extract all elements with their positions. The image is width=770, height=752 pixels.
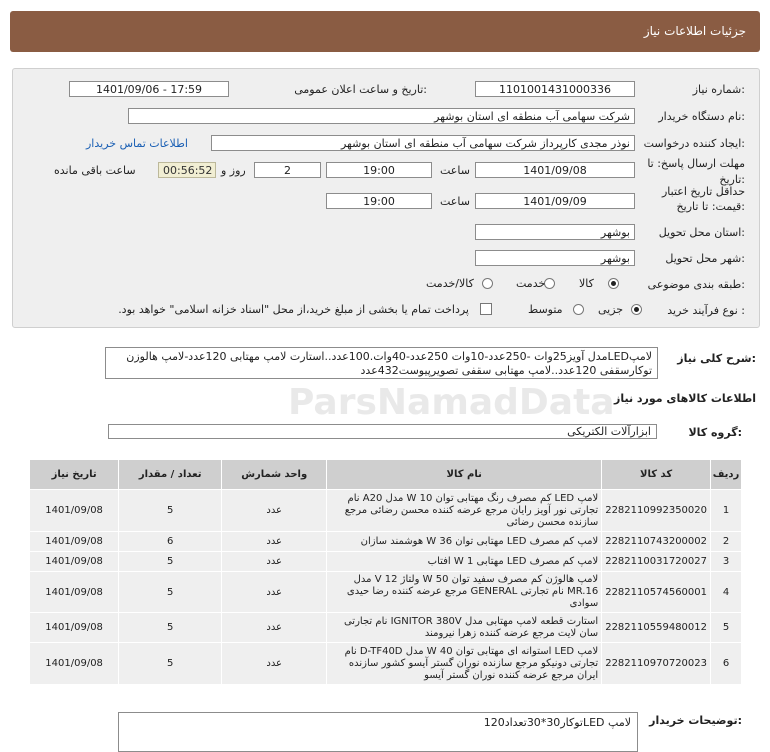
province-label: استان محل تحویل: xyxy=(658,226,745,239)
watermark: ParsNamadData xyxy=(288,382,615,423)
category-option-goods-service: کالا/خدمت xyxy=(426,277,474,290)
creator-label: ایجاد کننده درخواست: xyxy=(643,137,745,150)
table-row xyxy=(30,613,742,643)
goods-group-field: ابزارآلات الکتریکی xyxy=(108,424,657,439)
item-need-date: 1401/09/08 xyxy=(30,490,119,532)
days-field: 2 xyxy=(254,162,321,178)
process-option-medium: متوسط xyxy=(528,303,563,316)
item-quantity: 5 xyxy=(119,613,222,643)
category-radio-goods-service[interactable] xyxy=(482,278,493,289)
item-unit: عدد xyxy=(222,572,327,613)
item-code: 2282110992350020 xyxy=(602,490,711,532)
treasury-payment-checkbox[interactable] xyxy=(480,303,492,315)
item-name: لامپ کم مصرف LED مهتابی 1 W افتاب xyxy=(327,552,602,572)
item-quantity: 6 xyxy=(119,532,222,552)
need-number-field: 1101001431000336 xyxy=(475,81,635,97)
item-unit: عدد xyxy=(222,643,327,685)
item-unit: عدد xyxy=(222,532,327,552)
validity-time-label: ساعت xyxy=(440,195,470,208)
deadline-label: مهلت ارسال پاسخ: تا تاریخ: xyxy=(647,157,745,186)
city-label: شهر محل تحویل: xyxy=(665,252,745,265)
item-code: 2282110743200002 xyxy=(602,532,711,552)
process-radio-medium[interactable] xyxy=(573,304,584,315)
row-number: 5 xyxy=(711,613,742,643)
validity-label-1: حداقل تاریخ اعتبار xyxy=(661,185,745,198)
item-code: 2282110574560001 xyxy=(602,572,711,613)
item-quantity: 5 xyxy=(119,552,222,572)
buyer-notes-label: توضیحات خریدار: xyxy=(649,714,742,727)
need-number-label: شماره نیاز: xyxy=(692,83,745,96)
row-number: 3 xyxy=(711,552,742,572)
remaining-time-display: 00:56:52 xyxy=(158,162,216,178)
item-name: لامپ کم مصرف LED مهتابی توان 36 W هوشمند سازان xyxy=(327,532,602,552)
header-row-number: ردیف xyxy=(711,460,742,490)
process-label: نوع فرآیند خرید : xyxy=(667,304,745,317)
header-unit: واحد شمارش xyxy=(222,460,327,490)
item-need-date: 1401/09/08 xyxy=(30,572,119,613)
goods-table xyxy=(29,459,742,685)
process-radio-minor[interactable] xyxy=(631,304,642,315)
validity-date-field: 1401/09/09 xyxy=(475,193,635,209)
item-code: 2282110031720027 xyxy=(602,552,711,572)
row-number: 6 xyxy=(711,643,742,685)
buyer-notes-text: لامپ LEDتوکار30*30تعداد120 xyxy=(118,712,638,752)
days-label: روز و xyxy=(221,164,246,177)
item-quantity: 5 xyxy=(119,643,222,685)
item-quantity: 5 xyxy=(119,490,222,532)
header-need-date: تاریخ نیاز xyxy=(30,460,119,490)
item-code: 2282110970720023 xyxy=(602,643,711,685)
goods-table-header xyxy=(30,460,742,490)
table-row xyxy=(30,532,742,552)
item-need-date: 1401/09/08 xyxy=(30,552,119,572)
item-unit: عدد xyxy=(222,613,327,643)
header-item-name: نام کالا xyxy=(327,460,602,490)
category-option-goods: کالا xyxy=(579,277,594,290)
validity-label-2: قیمت: تا تاریخ: xyxy=(676,200,745,213)
buyer-label: نام دستگاه خریدار: xyxy=(658,110,745,123)
announce-field: 1401/09/06 - 17:59 xyxy=(69,81,229,97)
item-name: لامپ LED استوانه ای مهتابی توان 40 W مدل D-TF40D نام تجارتی دونیکو مرجع سازنده نوران گستر آیسو کشور سازنده ایران مرجع عرضه کننده نوران گستر آیسو xyxy=(327,643,602,685)
deadline-time-label: ساعت xyxy=(440,164,470,177)
announce-label: تاریخ و ساعت اعلان عمومی: xyxy=(294,83,427,96)
item-unit: عدد xyxy=(222,552,327,572)
item-need-date: 1401/09/08 xyxy=(30,643,119,685)
item-need-date: 1401/09/08 xyxy=(30,532,119,552)
deadline-time-field: 19:00 xyxy=(326,162,432,178)
row-number: 4 xyxy=(711,572,742,613)
item-name: لامپ LED کم مصرف رنگ مهتابی توان 10 W مدل A20 نام تجارتی نور آویز رایان مرجع عرضه کننده محسن رضائی مرجع سازنده محسن رضائی xyxy=(327,490,602,532)
table-row xyxy=(30,490,742,532)
validity-time-field: 19:00 xyxy=(326,193,432,209)
item-name: لامپ هالوژن کم مصرف سفید توان 50 W ولتاژ 12 V مدل MR.16 نام تجارتی GENERAL مرجع عرضه کننده رضا حیدی سوادی xyxy=(327,572,602,613)
category-option-service: خدمت xyxy=(516,277,546,290)
table-row xyxy=(30,572,742,613)
page-header xyxy=(10,11,760,52)
item-code: 2282110559480012 xyxy=(602,613,711,643)
creator-field: نوذر مجدی کارپرداز شرکت سهامی آب منطقه ای استان بوشهر xyxy=(211,135,635,151)
row-number: 1 xyxy=(711,490,742,532)
description-label: شرح کلی نیاز: xyxy=(677,352,756,365)
category-radio-goods[interactable] xyxy=(608,278,619,289)
details-panel xyxy=(12,68,760,328)
goods-section-title: اطلاعات کالاهای مورد نیاز xyxy=(614,392,756,405)
category-radio-service[interactable] xyxy=(544,278,555,289)
item-name: استارت قطعه لامپ مهتابی مدل IGNITOR 380V نام تجارتی سان لایت مرجع عرضه کننده زهرا نیرومند xyxy=(327,613,602,643)
category-label: طبقه بندی موضوعی: xyxy=(647,278,745,291)
item-unit: عدد xyxy=(222,490,327,532)
goods-group-label: گروه کالا: xyxy=(688,426,742,439)
item-need-date: 1401/09/08 xyxy=(30,613,119,643)
page-title: جزئیات اطلاعات نیاز xyxy=(643,24,746,38)
description-text: لامپLEDمدل آویز25وات -250عدد-10وات 250عدد-40وات.100عدد..استارت لامپ مهتابی 120عدد-لامپ هالوزن توکارسقفی 120عدد..لامپ مهتابی سقفی تصویرپیوست432عدد xyxy=(105,347,658,379)
buyer-field: شرکت سهامی آب منطقه ای استان بوشهر xyxy=(128,108,635,124)
header-item-code: کد کالا xyxy=(602,460,711,490)
remaining-label: ساعت باقی مانده xyxy=(54,164,136,177)
process-option-minor: جزیی xyxy=(598,303,624,316)
payment-note: پرداخت تمام یا بخشی از مبلغ خرید،از محل "اسناد خزانه اسلامی" خواهد بود. xyxy=(118,303,469,316)
deadline-date-field: 1401/09/08 xyxy=(475,162,635,178)
province-field: بوشهر xyxy=(475,224,635,240)
city-field: بوشهر xyxy=(475,250,635,266)
header-quantity: تعداد / مقدار xyxy=(119,460,222,490)
row-number: 2 xyxy=(711,532,742,552)
item-quantity: 5 xyxy=(119,572,222,613)
table-row xyxy=(30,552,742,572)
table-row xyxy=(30,643,742,685)
contact-info-link[interactable]: اطلاعات تماس خریدار xyxy=(86,137,188,150)
